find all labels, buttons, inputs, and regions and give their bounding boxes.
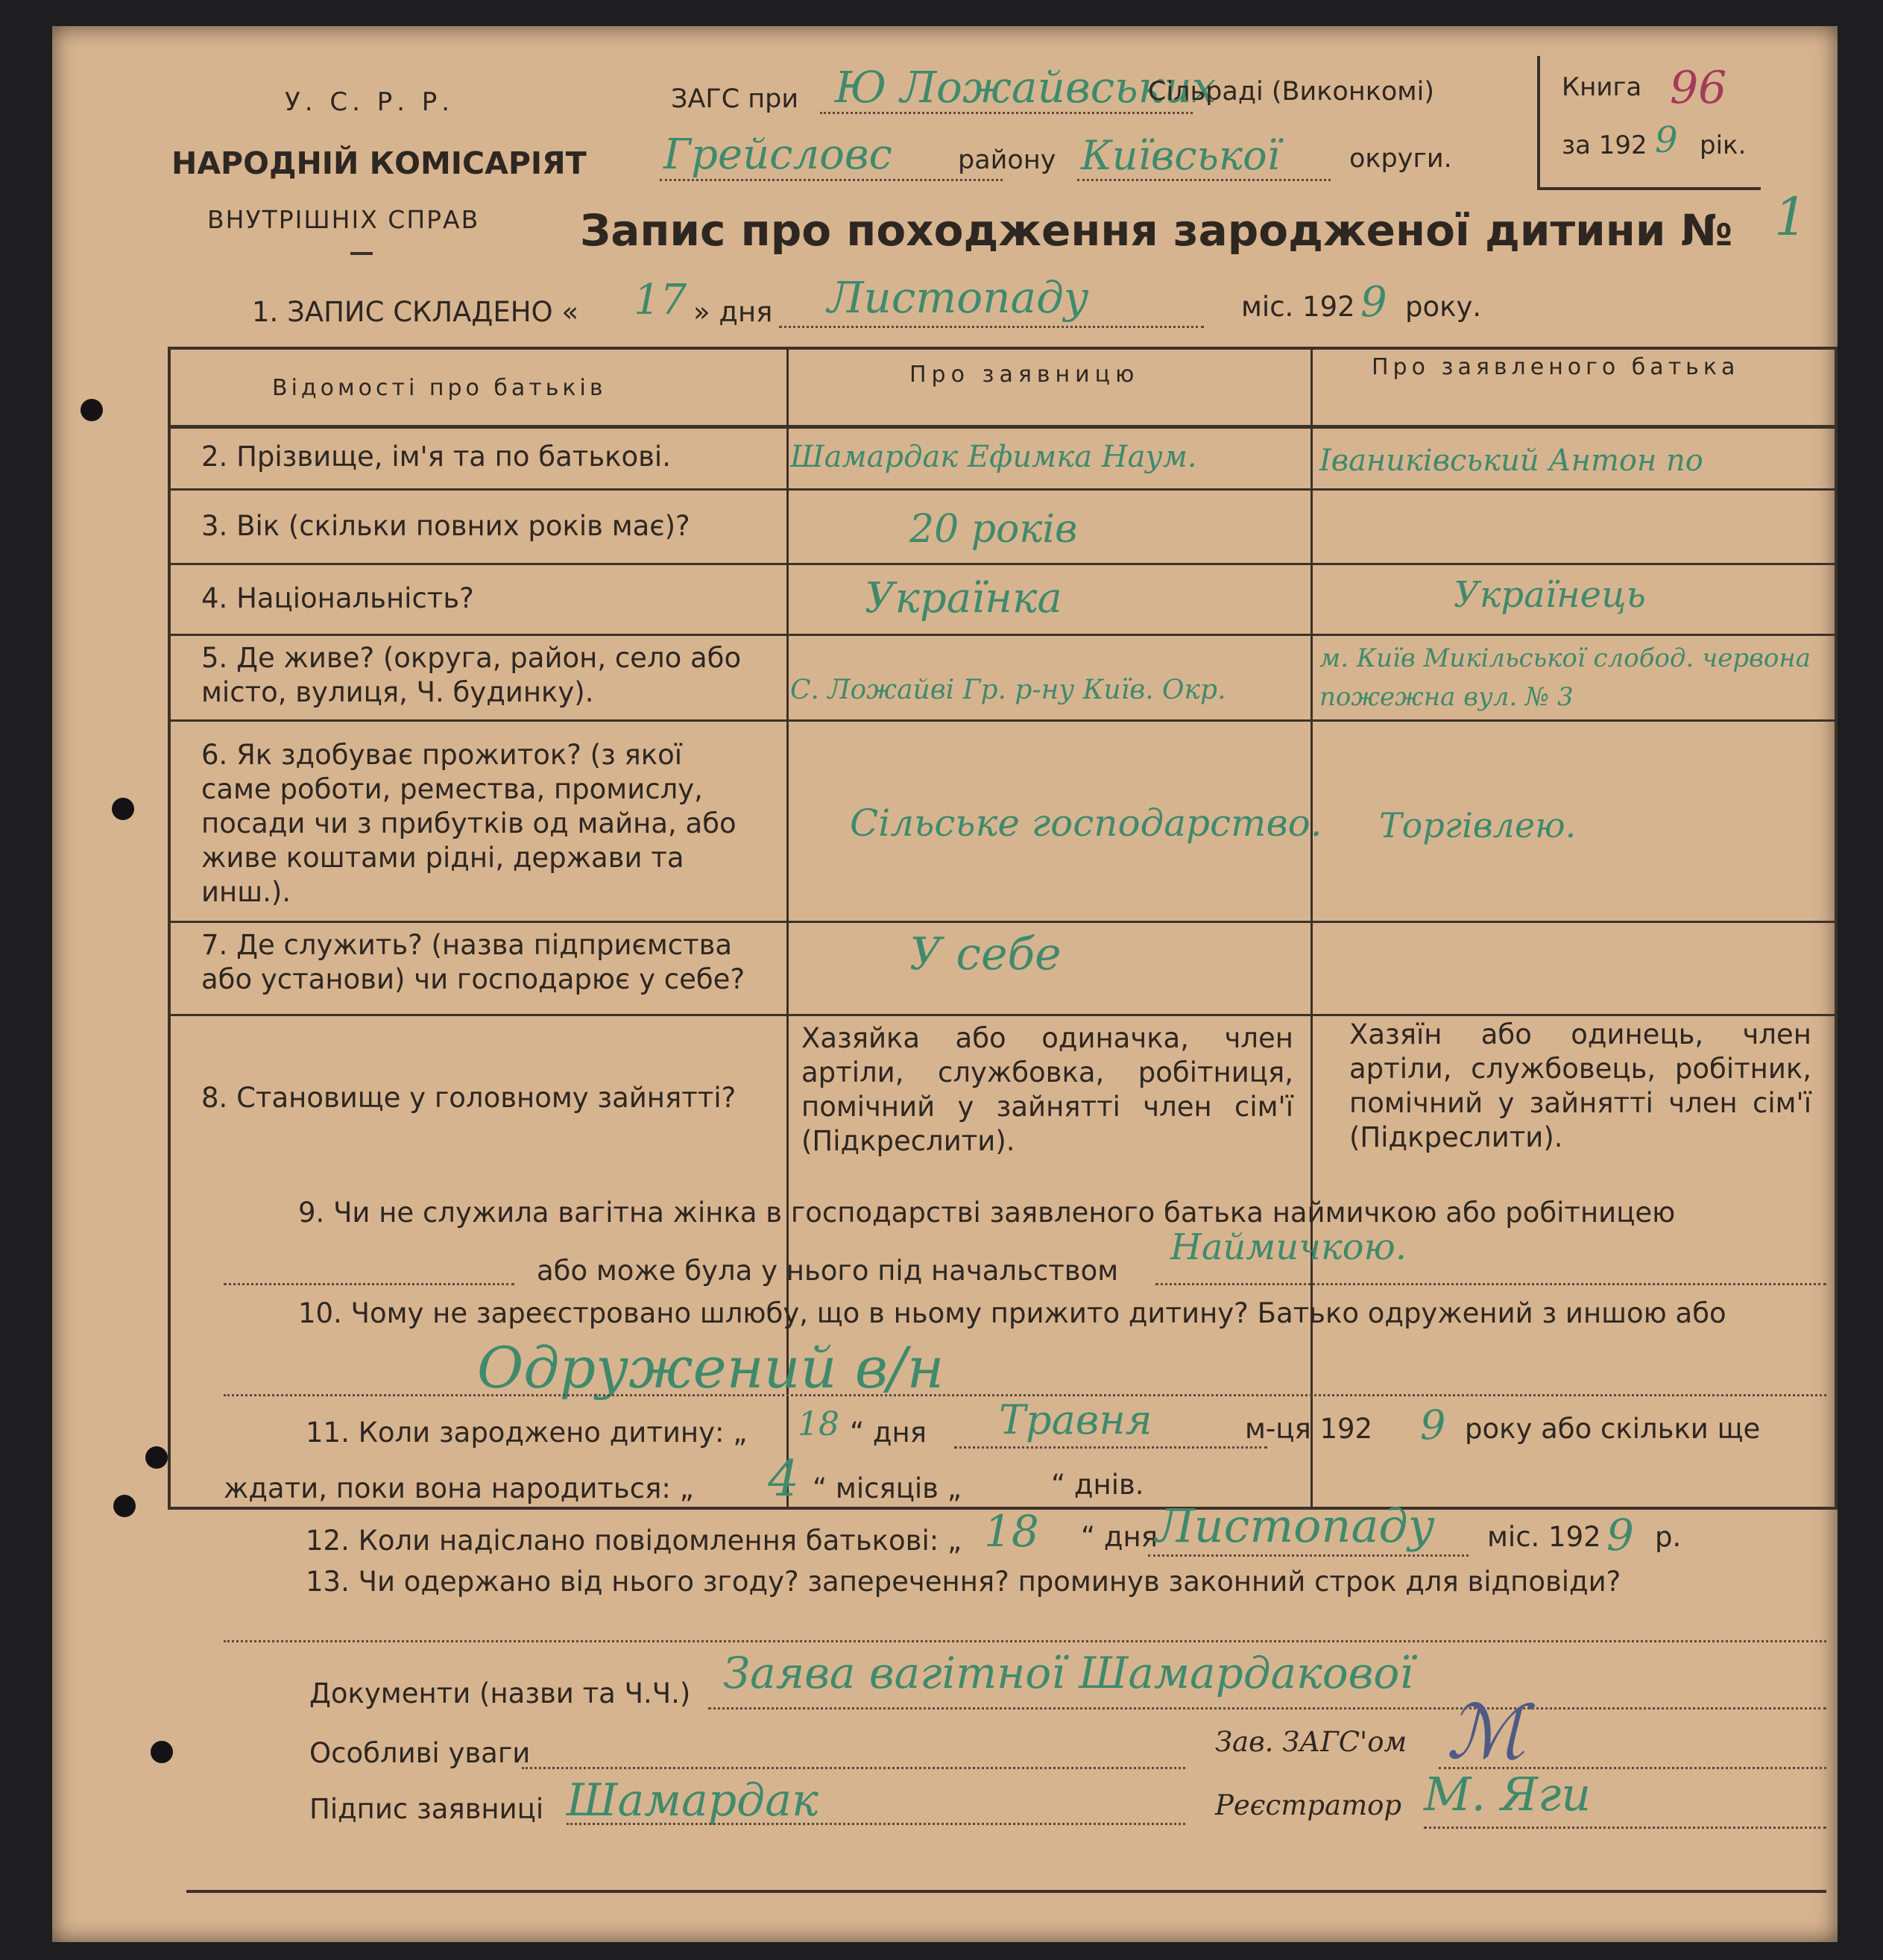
punch-hole [113, 1495, 136, 1517]
zags-dots [820, 112, 1193, 114]
table-header-father: Про заявленого батька [1372, 354, 1740, 380]
item11-label-end: року або скільки ще [1465, 1413, 1761, 1445]
item11-label-month: м-ця 192 [1245, 1413, 1373, 1445]
table-row-rule [168, 1014, 1838, 1016]
document-title: Запис про походження зародженої дитини № [580, 205, 1733, 256]
item12-label-day: “ дня [1081, 1521, 1158, 1553]
father-position: Хазяїн або одинець, член артіли, службовець, робітник, помічний у зайнятті член сім'ї (Підкреслити). [1349, 1018, 1811, 1153]
book-box-bottom [1537, 187, 1761, 190]
item11-label-months: “ місяців „ [813, 1472, 962, 1504]
documents-label: Документи (назви та Ч.Ч.) [309, 1677, 691, 1710]
item12-year: 9 [1606, 1510, 1634, 1560]
zags-head-label: Зав. ЗАГС'ом [1215, 1726, 1407, 1758]
item11-year: 9 [1420, 1402, 1446, 1449]
item1-month: Листопаду [827, 272, 1089, 323]
question-age: 3. Вік (скільки повних років має)? [201, 510, 690, 542]
registrar-value: М. Яги [1424, 1767, 1592, 1821]
bottom-rule [186, 1890, 1826, 1893]
table-border-right [1835, 347, 1838, 1510]
signature-value: Шамардак [567, 1774, 819, 1827]
table-row-rule [168, 563, 1838, 565]
header-ussr: У. С. Р. Р. [285, 87, 455, 117]
documents-dots [708, 1707, 1826, 1710]
table-row-rule [168, 921, 1838, 923]
item12-day: 18 [984, 1506, 1039, 1557]
question-workplace: 7. Де служить? (назва підприємства або установи) чи господарює у себе? [201, 929, 745, 995]
question-nationality: 4. Національність? [201, 582, 474, 614]
mother-workplace: У себе [909, 928, 1062, 980]
item1-label-year: року. [1405, 291, 1482, 323]
item12-month-dots [1148, 1554, 1469, 1557]
record-number: 1 [1774, 186, 1808, 248]
item9-line1: 9. Чи не служила вагітна жінка в господарстві заявленого батька наймичкою або робітницею [298, 1197, 1676, 1229]
book-box-left [1537, 56, 1540, 190]
item1-label-month: міс. 192 [1241, 291, 1355, 323]
table-header-parents: Відомості про батьків [272, 375, 607, 401]
item9-dots-right [1155, 1283, 1826, 1285]
district-label: району [958, 145, 1056, 175]
okruga-value: Київської [1081, 132, 1280, 179]
notes-label: Особливі уваги [309, 1737, 531, 1769]
punch-hole [145, 1446, 168, 1469]
year-label-prefix: за 192 [1562, 130, 1647, 160]
item12-label-start: 12. Коли надіслано повідомлення батькові: „ [306, 1525, 962, 1557]
okruga-label: округи. [1349, 144, 1452, 174]
item1-label-day: » дня [693, 296, 773, 328]
registrar-dots [1424, 1827, 1826, 1829]
table-row-rule [168, 634, 1838, 636]
item10-answer: Одружений в/н [477, 1334, 944, 1401]
table-row-rule [168, 719, 1838, 722]
table-col-divider-2 [1310, 347, 1313, 1510]
district-dots [660, 179, 1003, 181]
item13-line1: 13. Чи одержано від нього згоду? заперечення? проминув законний строк для відповіди? [306, 1566, 1621, 1598]
item11-label-start: 11. Коли зароджено дитину: „ [306, 1417, 748, 1449]
book-value: 96 [1670, 62, 1727, 114]
registrar-label: Реєстратор [1215, 1789, 1402, 1821]
item11-line2-start: ждати, поки вона народиться: „ [224, 1472, 694, 1504]
table-border-top [168, 347, 1838, 350]
father-nationality: Українець [1454, 574, 1646, 616]
signature-dots [567, 1823, 1185, 1825]
district-value: Грейсловс [663, 130, 892, 179]
punch-hole [151, 1741, 173, 1763]
item11-month: Травня [999, 1396, 1152, 1443]
zags-label: ЗАГС при [671, 84, 799, 114]
year-label-suffix: рік. [1700, 130, 1747, 160]
item12-month: Листопаду [1155, 1499, 1435, 1553]
mother-age: 20 років [909, 507, 1078, 552]
signature-label: Підпис заявниці [309, 1793, 544, 1825]
okruga-dots [1077, 179, 1331, 181]
item11-label-day: “ дня [850, 1417, 927, 1449]
item11-day: 18 [798, 1405, 839, 1443]
item9-dots-left [224, 1283, 514, 1285]
question-position: 8. Становище у головному зайнятті? [201, 1082, 737, 1114]
header-commissariat: НАРОДНІЙ КОМІСАРІЯТ [171, 145, 587, 181]
punch-hole [81, 399, 103, 421]
header-dash [350, 252, 373, 255]
punch-hole [112, 798, 134, 820]
item1-label-start: 1. ЗАПИС СКЛАДЕНО « [252, 296, 579, 328]
record-document [52, 26, 1838, 1942]
book-label: Книга [1562, 72, 1642, 102]
council-label: Сільраді (Виконкомі) [1148, 77, 1435, 107]
zags-value: Ю Ложайвських [835, 62, 1217, 113]
item1-month-dots [779, 326, 1204, 328]
item13-dots [224, 1640, 1826, 1642]
mother-residence: С. Ложайві Гр. р-ну Київ. Окр. [790, 675, 1226, 705]
question-livelihood: 6. Як здобуває прожиток? (з якої саме роботи, ремества, промислу, посади чи з прибутків од майна, або живе коштами рідні, держави та инш.). [201, 739, 737, 908]
item10-line1: 10. Чому не зареєстровано шлюбу, що в ньому прижито дитину? Батько одружений з иншою або [298, 1297, 1726, 1329]
item12-label-month: міс. 192 [1487, 1521, 1601, 1553]
table-header-rule [168, 425, 1838, 429]
father-residence: м. Київ Микільської слобод. червона пожежна вул. № 3 [1319, 643, 1811, 712]
header-department: ВНУТРІШНІХ СПРАВ [207, 205, 480, 234]
question-residence: 5. Де живе? (округа, район, село або місто, вулиця, Ч. будинку). [201, 642, 742, 708]
question-surname: 2. Прізвище, ім'я та по батькові. [201, 441, 671, 473]
item11-month-dots [954, 1446, 1267, 1449]
table-row-rule [168, 488, 1838, 491]
table-header-mother: Про заявницю [909, 362, 1140, 388]
mother-position: Хазяйка або одиначка, член артіли, службовка, робітниця, помічний у зайнятті член сім'ї (Підкреслити). [801, 1022, 1293, 1157]
zags-head-signature-mark: ℳ [1446, 1689, 1526, 1776]
item11-label-days: “ днів. [1051, 1469, 1144, 1501]
year-value: 9 [1655, 119, 1678, 161]
notes-dots [522, 1767, 1185, 1769]
item12-label-end: р. [1655, 1521, 1682, 1553]
item9-answer: Наймичкою. [1170, 1226, 1407, 1268]
father-surname: Іваниківський Антон по [1319, 444, 1703, 478]
item1-day: 17 [634, 276, 687, 324]
documents-value: Заява вагітної Шамардакової [723, 1648, 1413, 1698]
mother-livelihood: Сільське господарство. [850, 801, 1322, 845]
item9-line2: або може була у нього під начальством [537, 1255, 1119, 1287]
father-livelihood: Торгівлею. [1379, 805, 1577, 845]
table-border-left [168, 347, 171, 1510]
mother-nationality: Українка [865, 574, 1062, 623]
mother-surname: Шамардак Ефимка Наум. [790, 440, 1197, 474]
item1-year: 9 [1360, 278, 1387, 327]
item11-months: 4 [768, 1450, 799, 1507]
